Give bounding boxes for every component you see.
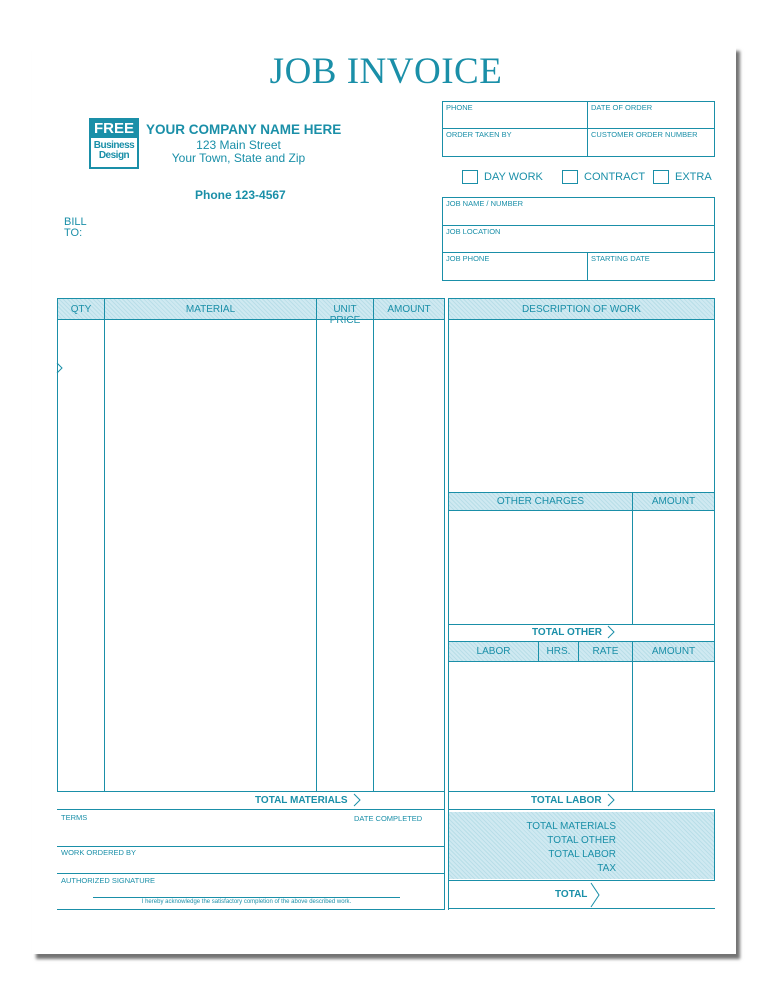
total-labor-label: TOTAL LABOR — [531, 795, 602, 806]
company-phone: Phone 123-4567 — [195, 188, 286, 202]
summary-total-labor: TOTAL LABOR — [548, 849, 616, 860]
summary-tax: TAX — [597, 863, 616, 874]
hrs-header: HRS. — [546, 646, 571, 657]
logo-free-text: FREE — [91, 120, 137, 138]
bill-to-label — [64, 217, 87, 239]
date-of-order-field[interactable]: DATE OF ORDER — [591, 103, 653, 112]
date-completed-field[interactable]: DATE COMPLETED — [354, 814, 423, 823]
work-ordered-by-field[interactable]: WORK ORDERED BY — [61, 848, 137, 857]
order-taken-by-field[interactable]: ORDER TAKEN BY — [446, 130, 512, 139]
unit-price-header: UNIT PRICE — [329, 304, 361, 326]
other-charges-header: OTHER CHARGES — [496, 496, 585, 507]
logo-business-text: Business — [93, 140, 135, 151]
logo-design-text: Design — [98, 150, 130, 161]
amount-header: AMOUNT — [387, 304, 431, 315]
row-marker-icon — [56, 362, 64, 374]
labor-header: LABOR — [476, 646, 511, 657]
company-street: 123 Main Street — [196, 138, 281, 152]
total-other-label: TOTAL OTHER — [532, 627, 602, 638]
authorized-signature-field[interactable]: AUTHORIZED SIGNATURE — [61, 876, 156, 885]
page-title: JOB INVOICE — [269, 51, 503, 92]
to-label: TO: — [64, 227, 83, 239]
total-labor-arrow-icon — [607, 793, 616, 807]
summary-total-materials: TOTAL MATERIALS — [526, 821, 616, 832]
company-city: Your Town, State and Zip — [171, 151, 306, 165]
company-logo — [89, 118, 139, 169]
summary-total-other: TOTAL OTHER — [547, 835, 616, 846]
other-amount-header: AMOUNT — [651, 496, 696, 507]
rate-header: RATE — [592, 646, 619, 657]
day-work-checkbox[interactable] — [462, 170, 478, 184]
terms-field[interactable]: TERMS — [61, 813, 88, 822]
total-materials-label: TOTAL MATERIALS — [255, 795, 348, 806]
contract-checkbox[interactable] — [562, 170, 578, 184]
acknowledge-text: I hereby acknowledge the satisfactory completion of the above described work. — [141, 899, 352, 905]
summary-total: TOTAL — [555, 889, 588, 900]
labor-amount-header: AMOUNT — [651, 646, 696, 657]
extra-checkbox[interactable] — [653, 170, 669, 184]
phone-field[interactable]: PHONE — [446, 103, 473, 112]
material-header: MATERIAL — [185, 304, 236, 315]
company-name: YOUR COMPANY NAME HERE — [146, 122, 342, 137]
job-name-field[interactable]: JOB NAME / NUMBER — [446, 199, 524, 208]
total-other-arrow-icon — [607, 625, 616, 639]
starting-date-field[interactable]: STARTING DATE — [591, 254, 650, 263]
contract-label: CONTRACT — [584, 171, 646, 183]
customer-order-number-field[interactable]: CUSTOMER ORDER NUMBER — [591, 130, 698, 139]
bill-label: BILL — [64, 216, 87, 228]
grand-total-arrow-icon — [590, 882, 602, 908]
qty-header: QTY — [70, 304, 92, 315]
description-header: DESCRIPTION OF WORK — [522, 304, 641, 315]
extra-label: EXTRA — [675, 171, 712, 183]
total-materials-arrow-icon — [353, 793, 362, 807]
day-work-label: DAY WORK — [484, 171, 543, 183]
job-phone-field[interactable]: JOB PHONE — [446, 254, 490, 263]
job-location-field[interactable]: JOB LOCATION — [446, 227, 501, 236]
